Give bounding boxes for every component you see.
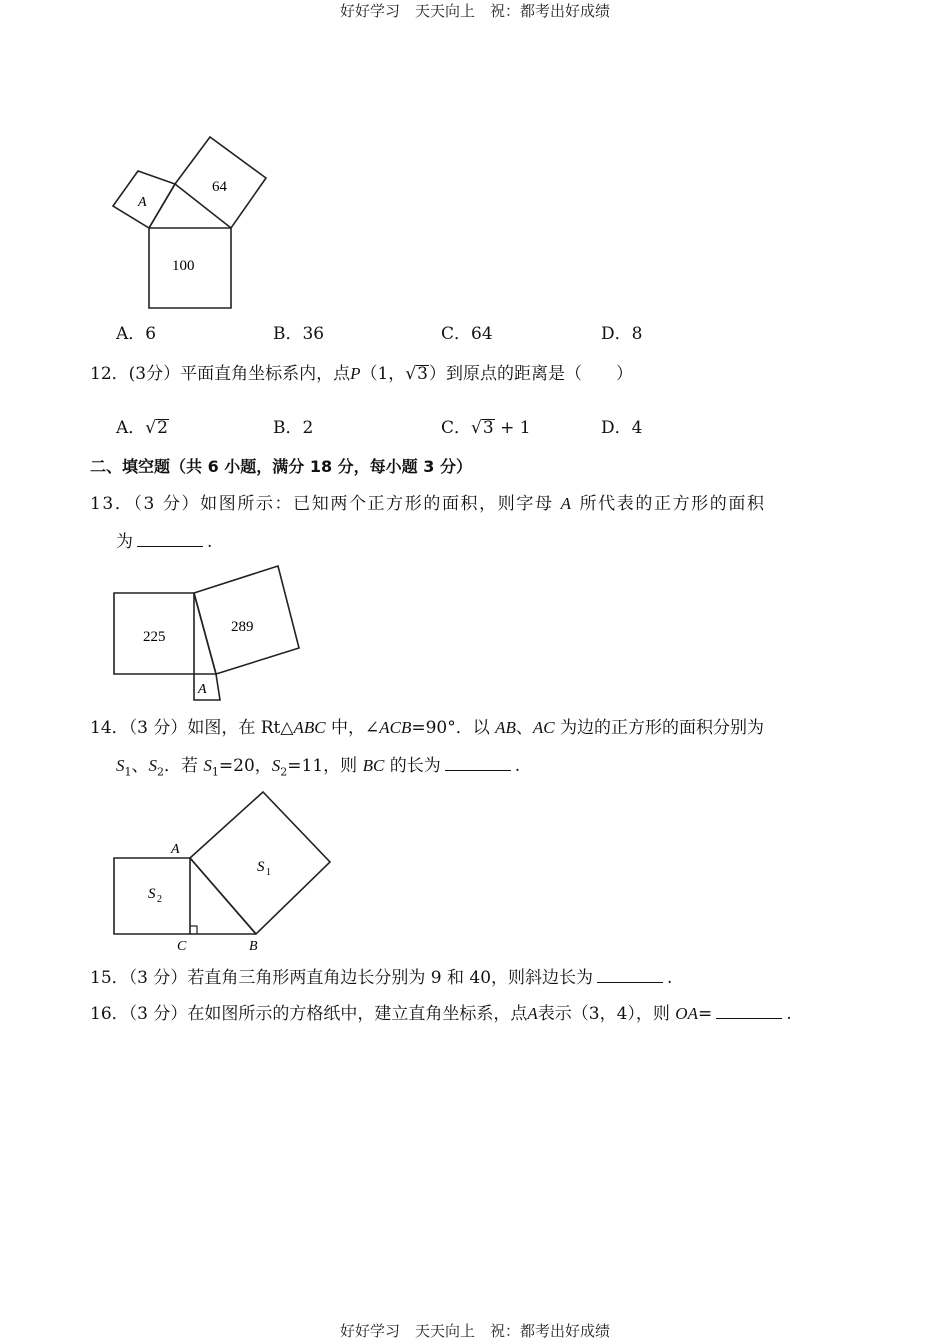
q13-stem-line2: 为 . [116,532,213,552]
q14-stem-line2: $S_1$、$S_2$．若 $S_1=20$，$S_2=11$，则 BC 的长为 . [116,756,521,779]
q15-stem: 15．（3 分）若直角三角形两直角边长分别为 9 和 40，则斜边长为 . [90,968,673,988]
q12-option-b: B．2 [273,418,314,438]
fig13-label-289: 289 [231,619,254,635]
fig11-label-64: 64 [212,179,227,195]
q12-option-c: C．√3 + 1 [441,418,531,438]
page-header: 好好学习 天天向上 祝：都考出好成绩 [339,2,610,20]
q16-answer-blank[interactable] [716,1002,782,1019]
fig14-label-s2: S [148,886,156,902]
q11-option-a: A．6 [116,324,157,344]
section-title: 二、填空题（共 6 小题，满分 18 分，每小题 3 分） [90,457,472,476]
q12-stem: 12．(3分）平面直角坐标系内，点P（1，√3）到原点的距离是（ ） [90,364,633,384]
q12-option-d: D．4 [601,418,643,438]
q11-option-c: C．64 [441,324,493,344]
page-footer: 好好学习 天天向上 祝：都考出好成绩 [339,1322,610,1340]
q11-option-d: D．8 [601,324,643,344]
fig13-label-225: 225 [143,629,166,645]
fig13-label-a: A [198,682,207,697]
fig14-label-a: A [171,842,180,857]
fig14-label-s1: S [257,859,265,875]
q15-answer-blank[interactable] [597,966,663,983]
figure-q11-squares [108,132,273,312]
q12-option-a: A．√2 [116,418,168,438]
q16-stem: 16．（3 分）在如图所示的方格纸中，建立直角坐标系，点A表示（3，4），则 OA= . [90,1004,792,1024]
q11-option-b: B．36 [273,324,325,344]
fig14-label-c: C [177,939,187,954]
fig14-label-b: B [249,939,258,954]
fig14-label-s1-sub: 1 [266,867,271,878]
q13-stem-line1: 13．（3 分）如图所示：已知两个正方形的面积，则字母 A 所代表的正方形的面积 [90,494,766,514]
figure-q14-squares [108,786,338,958]
fig11-label-100: 100 [172,258,195,274]
q13-answer-blank[interactable] [137,530,203,547]
fig14-label-s2-sub: 2 [157,894,162,905]
q14-answer-blank[interactable] [445,754,511,771]
fig11-label-a: A [138,195,147,210]
figure-q13-squares [108,560,308,705]
q14-stem-line1: 14．（3 分）如图，在 Rt△ABC 中，∠ACB=90°．以 AB、AC 为边的正方形的面积分别为 [90,718,765,738]
